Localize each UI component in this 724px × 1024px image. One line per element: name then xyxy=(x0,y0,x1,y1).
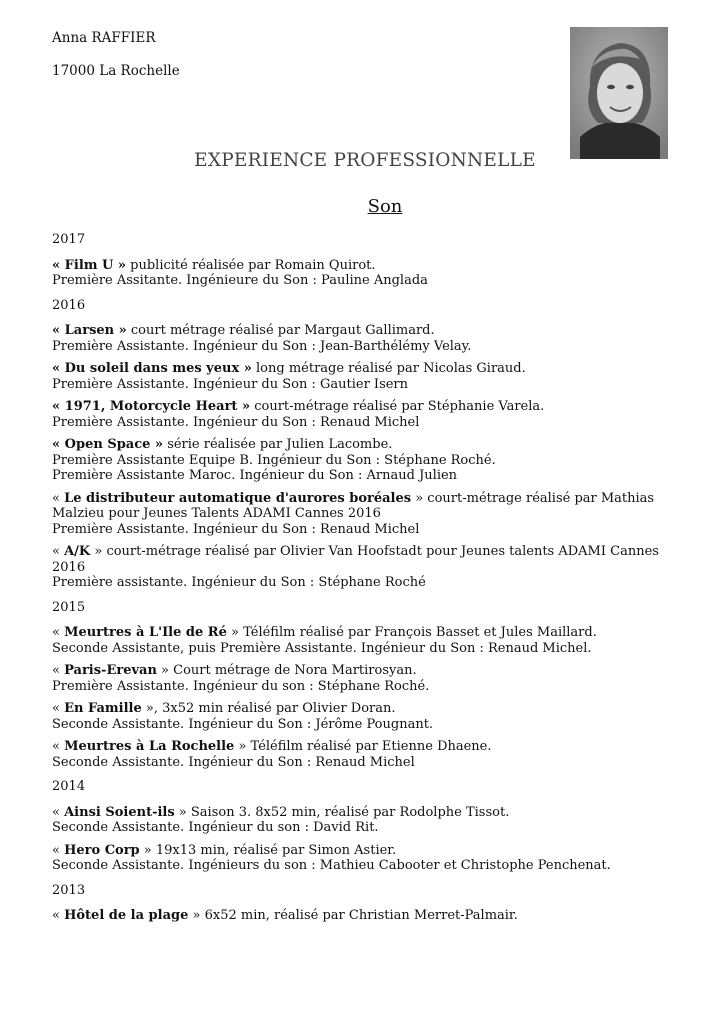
work-title: En Famille xyxy=(64,701,142,716)
entry-title-line xyxy=(52,701,672,717)
experience-entry xyxy=(52,399,672,430)
work-description: série réalisée par Julien Lacombe. xyxy=(163,437,393,452)
quote-open: « xyxy=(52,804,65,820)
role-line: Seconde Assistante. Ingénieur du Son : Jérôme Pougnant. xyxy=(52,716,434,732)
entry-title-line xyxy=(52,437,672,453)
year-heading: 2014 xyxy=(52,779,86,794)
work-title: Ainsi Soient-ils xyxy=(64,804,175,820)
year-heading: 2017 xyxy=(52,232,86,247)
role-line: Première Assitante. Ingénieure du Son : Pauline Anglada xyxy=(52,273,428,288)
role-line: Première Assistante. Ingénieur du Son : Gautier Isern xyxy=(52,376,409,392)
quote-open: « xyxy=(52,490,65,506)
section-title: EXPERIENCE PROFESSIONNELLE xyxy=(194,150,536,171)
work-description: » Téléfilm réalisé par Etienne Dhaene. xyxy=(234,739,492,754)
work-title: Hôtel de la plage xyxy=(64,908,189,923)
role-line: Seconde Assistante. Ingénieurs du son : Mathieu Cabooter et Christophe Penchenat. xyxy=(52,858,611,873)
entry-title-line xyxy=(52,739,672,755)
entry-title-line xyxy=(52,258,672,274)
work-title: Meurtres à L'Ile de Ré xyxy=(64,625,227,640)
role-line: Première Assistante. Ingénieur du son : Stéphane Roché. xyxy=(52,678,430,694)
entry-title-line xyxy=(52,544,672,575)
role-line: Première Assistante. Ingénieur du Son : Renaud Michel xyxy=(52,521,420,537)
year-block xyxy=(52,779,672,874)
subsection-title: Son xyxy=(367,196,403,217)
experience-list xyxy=(52,232,672,933)
experience-entry xyxy=(52,739,672,770)
experience-entry xyxy=(52,908,672,924)
entry-title-line xyxy=(52,663,672,679)
work-description: » Court métrage de Nora Martirosyan. xyxy=(156,663,417,678)
work-description: » Saison 3. 8x52 min, réalisé par Rodolphe Tissot. xyxy=(174,804,510,820)
work-title: « Larsen » xyxy=(52,323,127,338)
entry-title-line xyxy=(52,843,672,859)
work-description: » court-métrage réalisé par Olivier Van Hoofstadt pour Jeunes talents ADAMI Cannes 2016 xyxy=(52,544,659,575)
experience-entry xyxy=(52,323,672,354)
quote-open: « xyxy=(52,701,65,716)
work-description: » 19x13 min, réalisé par Simon Astier. xyxy=(139,842,397,858)
work-description: publicité réalisée par Romain Quirot. xyxy=(126,257,376,273)
work-description: » 6x52 min, réalisé par Christian Merret-Palmair. xyxy=(188,908,518,923)
quote-open: « xyxy=(52,663,65,678)
work-description: court métrage réalisé par Margaut Gallimard. xyxy=(126,323,435,338)
role-line: Seconde Assistante. Ingénieur du son : David Rit. xyxy=(52,820,379,835)
quote-open: « xyxy=(52,625,65,640)
year-block xyxy=(52,298,672,591)
entry-title-line xyxy=(52,908,672,924)
role-line: Première assistante. Ingénieur du Son : Stéphane Roché xyxy=(52,575,426,590)
work-title: « Open Space » xyxy=(52,437,164,452)
work-description: » court-métrage réalisé par Mathias Malzieu pour Jeunes Talents ADAMI Cannes 2016 xyxy=(52,490,655,521)
work-description: » Téléfilm réalisé par François Basset et Jules Maillard. xyxy=(226,625,597,640)
work-title: Paris-Erevan xyxy=(64,663,157,678)
experience-entry xyxy=(52,625,672,656)
quote-open: « xyxy=(52,544,65,559)
role-line: Première Assistante. Ingénieur du Son : Jean-Barthélémy Velay. xyxy=(52,338,472,354)
work-title: A/K xyxy=(64,544,91,559)
year-heading: 2013 xyxy=(52,882,86,898)
work-description: », 3x52 min réalisé par Olivier Doran. xyxy=(141,701,396,716)
quote-open: « xyxy=(52,842,65,858)
work-title: « Film U » xyxy=(52,257,127,273)
work-title: Meurtres à La Rochelle xyxy=(64,739,235,754)
role-line: Seconde Assistante. Ingénieur du Son : Renaud Michel xyxy=(52,754,415,770)
entry-title-line xyxy=(52,491,672,522)
role-line: Première Assistante Equipe B. Ingénieur du Son : Stéphane Roché. xyxy=(52,452,496,468)
entry-title-line xyxy=(52,361,672,377)
experience-entry xyxy=(52,258,672,289)
year-heading: 2016 xyxy=(52,297,86,313)
work-description: long métrage réalisé par Nicolas Giraud. xyxy=(251,361,526,376)
experience-entry xyxy=(52,805,672,836)
experience-entry xyxy=(52,663,672,694)
experience-entry xyxy=(52,544,672,591)
experience-entry xyxy=(52,437,672,484)
year-block xyxy=(52,232,672,289)
experience-entry xyxy=(52,701,672,732)
experience-entry xyxy=(52,843,672,874)
work-title: « Du soleil dans mes yeux » xyxy=(52,361,252,376)
quote-open: « xyxy=(52,908,65,923)
entry-title-line xyxy=(52,399,672,415)
portrait-photo xyxy=(570,27,668,159)
work-title: « 1971, Motorcycle Heart » xyxy=(52,399,251,414)
entry-title-line xyxy=(52,625,672,641)
work-description: court-métrage réalisé par Stéphanie Varela. xyxy=(250,399,545,414)
address: 17000 La Rochelle xyxy=(52,63,180,79)
entry-title-line xyxy=(52,805,672,821)
year-heading: 2015 xyxy=(52,599,86,615)
experience-entry xyxy=(52,361,672,392)
role-line: Seconde Assistante, puis Première Assistante. Ingénieur du Son : Renaud Michel. xyxy=(52,640,592,656)
quote-open: « xyxy=(52,739,65,754)
role-line: Première Assistante Maroc. Ingénieur du Son : Arnaud Julien xyxy=(52,468,458,483)
work-title: Le distributeur automatique d'aurores boréales xyxy=(64,490,412,506)
year-block xyxy=(52,600,672,771)
year-block xyxy=(52,883,672,924)
experience-entry xyxy=(52,491,672,538)
entry-title-line xyxy=(52,323,672,339)
role-line: Première Assistante. Ingénieur du Son : Renaud Michel xyxy=(52,414,420,430)
work-title: Hero Corp xyxy=(64,842,140,858)
name: Anna RAFFIER xyxy=(52,30,156,46)
